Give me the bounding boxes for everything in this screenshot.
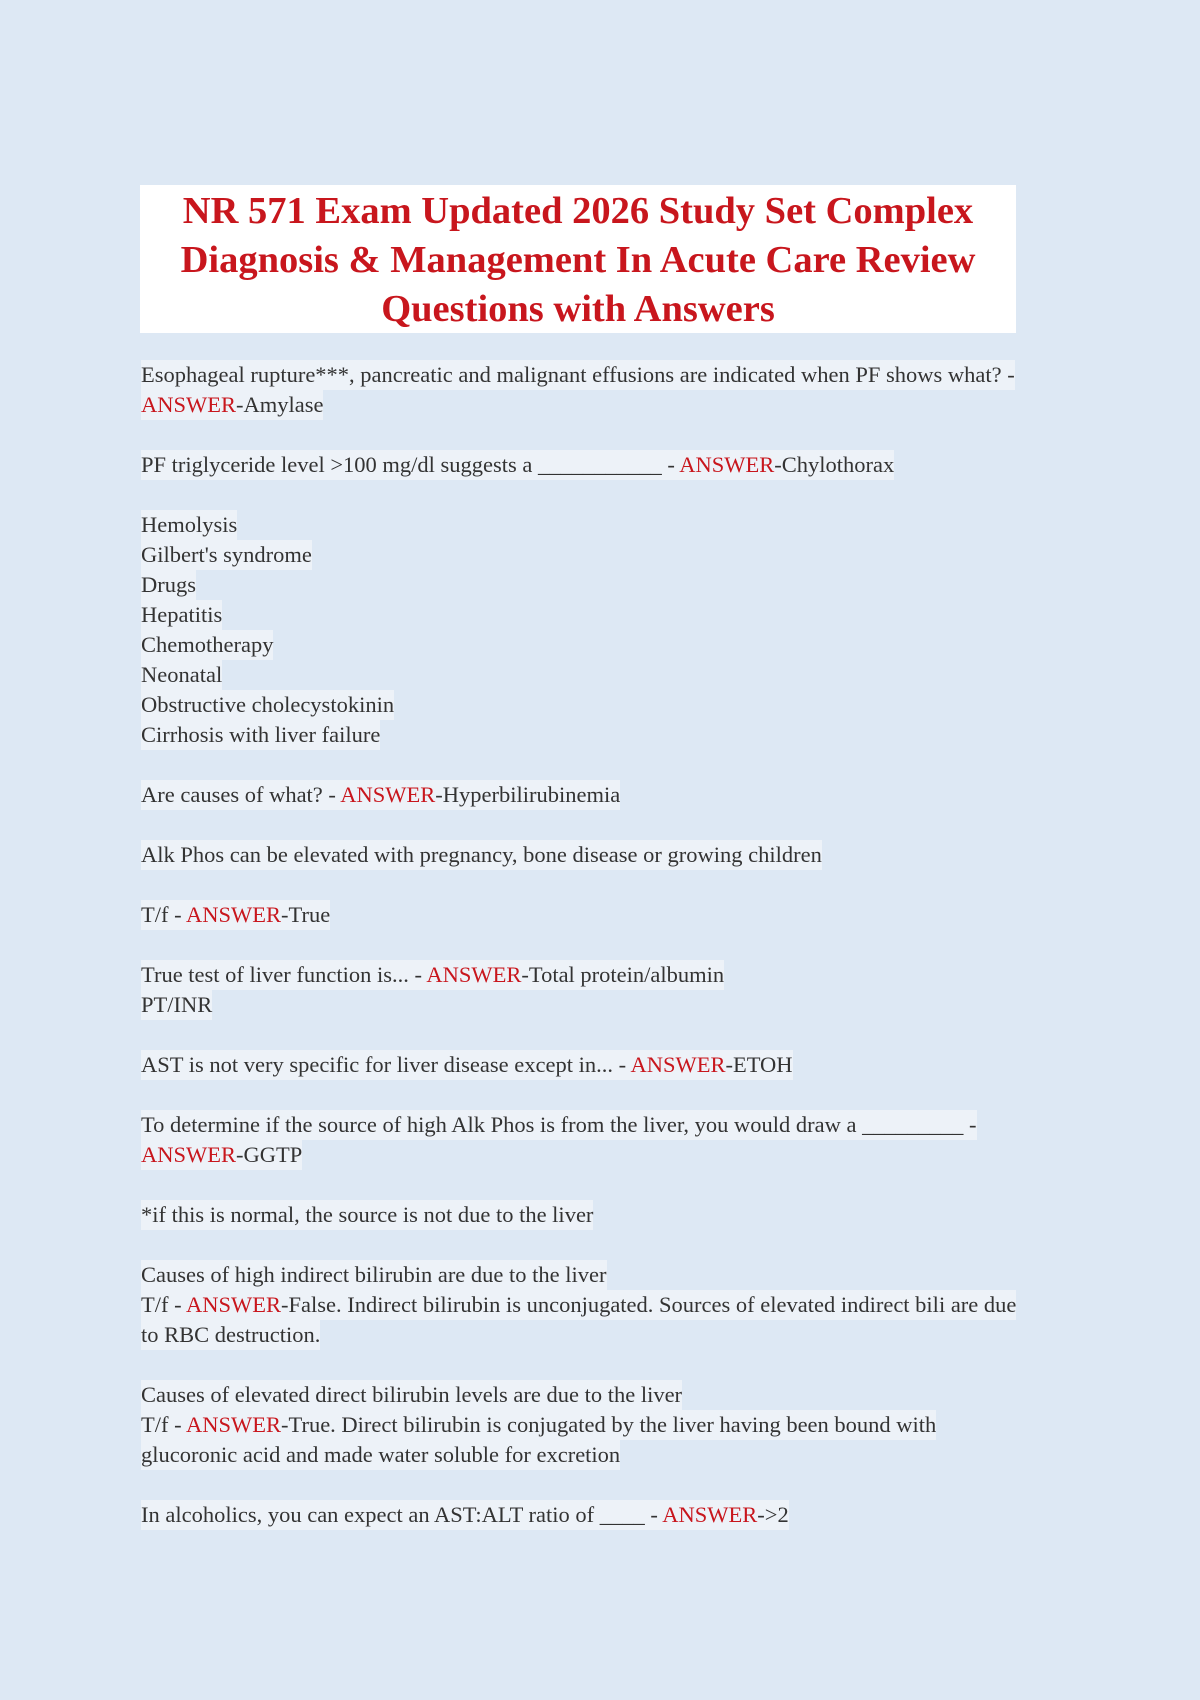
qa-line: [141, 1290, 1016, 1320]
qa-line: [141, 1050, 793, 1080]
qa-line: [141, 900, 330, 930]
qa-item-1: [141, 360, 1071, 420]
list-item: Obstructive cholecystokinin: [141, 690, 394, 720]
qa-item-3: [141, 780, 1071, 810]
answer-label: ANSWER: [186, 1412, 281, 1437]
question-text: In alcoholics, you can expect an AST:ALT ratio of ____ -: [141, 1502, 663, 1527]
answer-text: -GGTP: [236, 1142, 303, 1167]
question-text: Esophageal rupture***, pancreatic and malignant effusions are indicated when PF shows what? -: [141, 360, 1015, 390]
qa-item-6: [141, 1050, 1071, 1080]
answer-text: ->2: [757, 1502, 789, 1527]
question-text: T/f -: [141, 1292, 186, 1317]
list-item: Drugs: [141, 570, 196, 600]
qa-item-7: [141, 1110, 1071, 1170]
question-text: To determine if the source of high Alk Phos is from the liver, you would draw a _________ -: [141, 1110, 977, 1140]
statement-4: [141, 840, 1071, 870]
answer-text: -Total protein/albumin: [521, 962, 725, 987]
qa-line: [141, 960, 724, 990]
answer-label: ANSWER: [630, 1052, 726, 1077]
question-text: Are causes of what? -: [141, 782, 341, 807]
answer-text: -True: [281, 902, 331, 927]
answer-line: [141, 1140, 302, 1170]
qa-item-10: [141, 1500, 1071, 1530]
statement-text: Causes of high indirect bilirubin are due to the liver: [141, 1260, 607, 1290]
document-title-box: [140, 185, 1016, 333]
answer-label: ANSWER: [186, 1292, 281, 1317]
answer-continuation: to RBC destruction.: [141, 1320, 320, 1350]
question-text: PF triglyceride level >100 mg/dl suggests a ___________ -: [141, 452, 680, 477]
answer-label: ANSWER: [679, 452, 775, 477]
answer-label: ANSWER: [662, 1502, 758, 1527]
answer-text: -ETOH: [725, 1052, 793, 1077]
question-text: T/f -: [141, 1412, 186, 1437]
qa-item-9: [141, 1380, 1071, 1470]
answer-continuation: PT/INR: [141, 990, 212, 1020]
question-text: AST is not very specific for liver disease except in... -: [141, 1052, 631, 1077]
document-title-line-1: NR 571 Exam Updated 2026 Study Set Complex: [182, 190, 974, 232]
answer-text: -True. Direct bilirubin is conjugated by the liver having been bound with: [281, 1412, 937, 1437]
answer-label: ANSWER: [340, 782, 436, 807]
cause-list: [141, 510, 1071, 750]
answer-label: ANSWER: [141, 392, 236, 417]
list-item: Cirrhosis with liver failure: [141, 720, 380, 750]
document-title-line-2: Diagnosis & Management In Acute Care Review: [180, 239, 976, 281]
list-item: Neonatal: [141, 660, 222, 690]
answer-text: -Hyperbilirubinemia: [435, 782, 621, 807]
question-text: True test of liver function is... -: [141, 962, 427, 987]
answer-label: ANSWER: [186, 902, 281, 927]
qa-line: [141, 780, 620, 810]
question-text: T/f -: [141, 902, 186, 927]
qa-line: [141, 1500, 789, 1530]
note-text: *if this is normal, the source is not due to the liver: [141, 1200, 593, 1230]
answer-text: -Chylothorax: [774, 452, 895, 477]
answer-text: -False. Indirect bilirubin is unconjugated. Sources of elevated indirect bili are due: [281, 1292, 1017, 1317]
list-item: Hemolysis: [141, 510, 237, 540]
answer-label: ANSWER: [141, 1142, 236, 1167]
qa-line: [141, 1410, 936, 1440]
statement-text: Alk Phos can be elevated with pregnancy, bone disease or growing children: [141, 840, 822, 870]
answer-continuation: glucoronic acid and made water soluble for excretion: [141, 1440, 620, 1470]
statement-text: Causes of elevated direct bilirubin levels are due to the liver: [141, 1380, 682, 1410]
qa-line: [141, 450, 894, 480]
list-item: Gilbert's syndrome: [141, 540, 312, 570]
qa-item-8: [141, 1260, 1071, 1350]
answer-line: [141, 390, 323, 420]
list-item: Hepatitis: [141, 600, 222, 630]
note-7: [141, 1200, 1071, 1230]
answer-label: ANSWER: [426, 962, 522, 987]
qa-item-4: [141, 900, 1071, 930]
document-title-line-3: Questions with Answers: [381, 288, 775, 330]
qa-item-5: [141, 960, 1071, 1020]
document-body: [141, 360, 1071, 1560]
answer-text: -Amylase: [236, 392, 324, 417]
list-item: Chemotherapy: [141, 630, 273, 660]
qa-item-2: [141, 450, 1071, 480]
